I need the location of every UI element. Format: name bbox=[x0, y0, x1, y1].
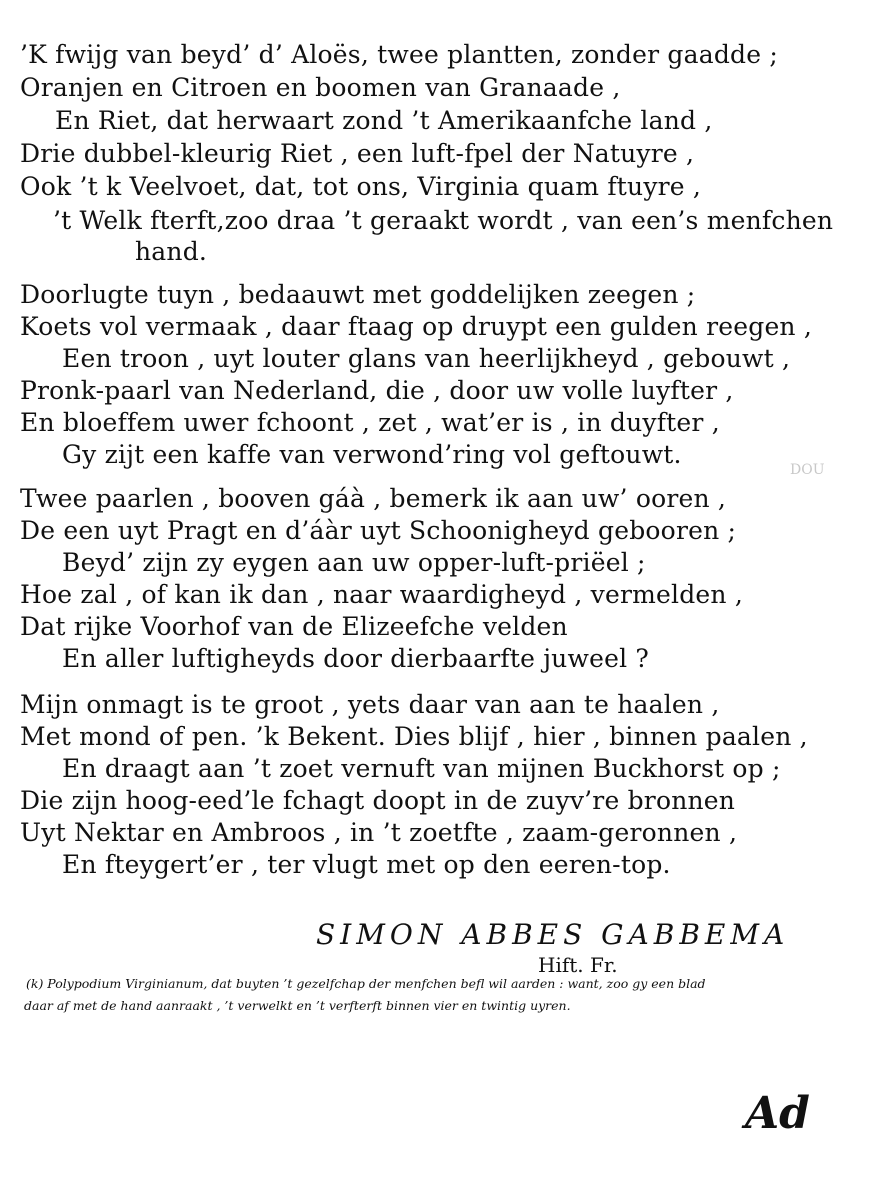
poem-line: Mijn onmagt is te groot , yets daar van aan te haalen , bbox=[20, 690, 720, 719]
poem-line: En Riet, dat herwaart zond ’t Amerikaanfche land , bbox=[55, 106, 713, 135]
poem-line: De een uyt Pragt en d’áàr uyt Schoonigheyd gebooren ; bbox=[20, 516, 737, 545]
poem-line: Drie dubbel-kleurig Riet , een luft-fpel der Natuyre , bbox=[20, 139, 695, 168]
author-signature: SIMON ABBES GABBEMA bbox=[316, 918, 790, 951]
poem-line: Doorlugte tuyn , bedaauwt met goddelijken zeegen ; bbox=[20, 280, 696, 309]
bleed-through-mark: DOU bbox=[790, 462, 825, 478]
poem-line: ’t Welk fterft,zoo draa ’t geraakt wordt , van een’s menfchen bbox=[53, 206, 834, 235]
poem-line: Dat rijke Voorhof van de Elizeefche velden bbox=[20, 612, 568, 641]
poem-line: Beyd’ zijn zy eygen aan uw opper-luft-priëel ; bbox=[62, 548, 646, 577]
poem-line: En fteygert’er , ter vlugt met op den eeren-top. bbox=[62, 850, 671, 879]
poem-line: Ook ’t k Veelvoet, dat, tot ons, Virginia quam ftuyre , bbox=[20, 172, 702, 201]
poem-line: Met mond of pen. ’k Bekent. Dies blijf , hier , binnen paalen , bbox=[20, 722, 808, 751]
poem-line: Een troon , uyt louter glans van heerlijkheyd , gebouwt , bbox=[62, 344, 791, 373]
poem-line: ’K fwijg van beyd’ d’ Aloës, twee plantten, zonder gaadde ; bbox=[20, 40, 779, 69]
poem-line: Die zijn hoog-eed’le fchagt doopt in de zuyv’re bronnen bbox=[20, 786, 736, 815]
poem-line: En aller luftigheyds door dierbaarfte juweel ? bbox=[62, 644, 650, 673]
poem-line: Pronk-paarl van Nederland, die , door uw volle luyfter , bbox=[20, 376, 734, 405]
poem-line: Uyt Nektar en Ambroos , in ’t zoetfte , zaam-geronnen , bbox=[20, 818, 738, 847]
catchword: Ad bbox=[745, 1088, 810, 1139]
footnote-line-2: daar af met de hand aanraakt , ’t verwelkt en ’t verfterft binnen vier en twintig uyren. bbox=[24, 998, 571, 1013]
poem-line: Twee paarlen , booven gáà , bemerk ik aan uw’ ooren , bbox=[20, 484, 727, 513]
poem-line: En draagt aan ’t zoet vernuft van mijnen Buckhorst op ; bbox=[62, 754, 781, 783]
author-affiliation: Hift. Fr. bbox=[538, 953, 618, 977]
poem-line: hand. bbox=[135, 237, 208, 266]
poem-line: Koets vol vermaak , daar ftaag op druypt een gulden reegen , bbox=[20, 312, 813, 341]
poem-line: Hoe zal , of kan ik dan , naar waardigheyd , vermelden , bbox=[20, 580, 743, 609]
poem-line: Oranjen en Citroen en boomen van Granaade , bbox=[20, 73, 621, 102]
poem-line: Gy zijt een kaffe van verwond’ring vol geftouwt. bbox=[62, 440, 682, 469]
poem-line: En bloeffem uwer fchoont , zet , wat’er is , in duyfter , bbox=[20, 408, 720, 437]
footnote-line-1: (k) Polypodium Virginianum, dat buyten ’t gezelfchap der menfchen befl wil aarden : want, zoo gy een blad bbox=[26, 976, 706, 991]
